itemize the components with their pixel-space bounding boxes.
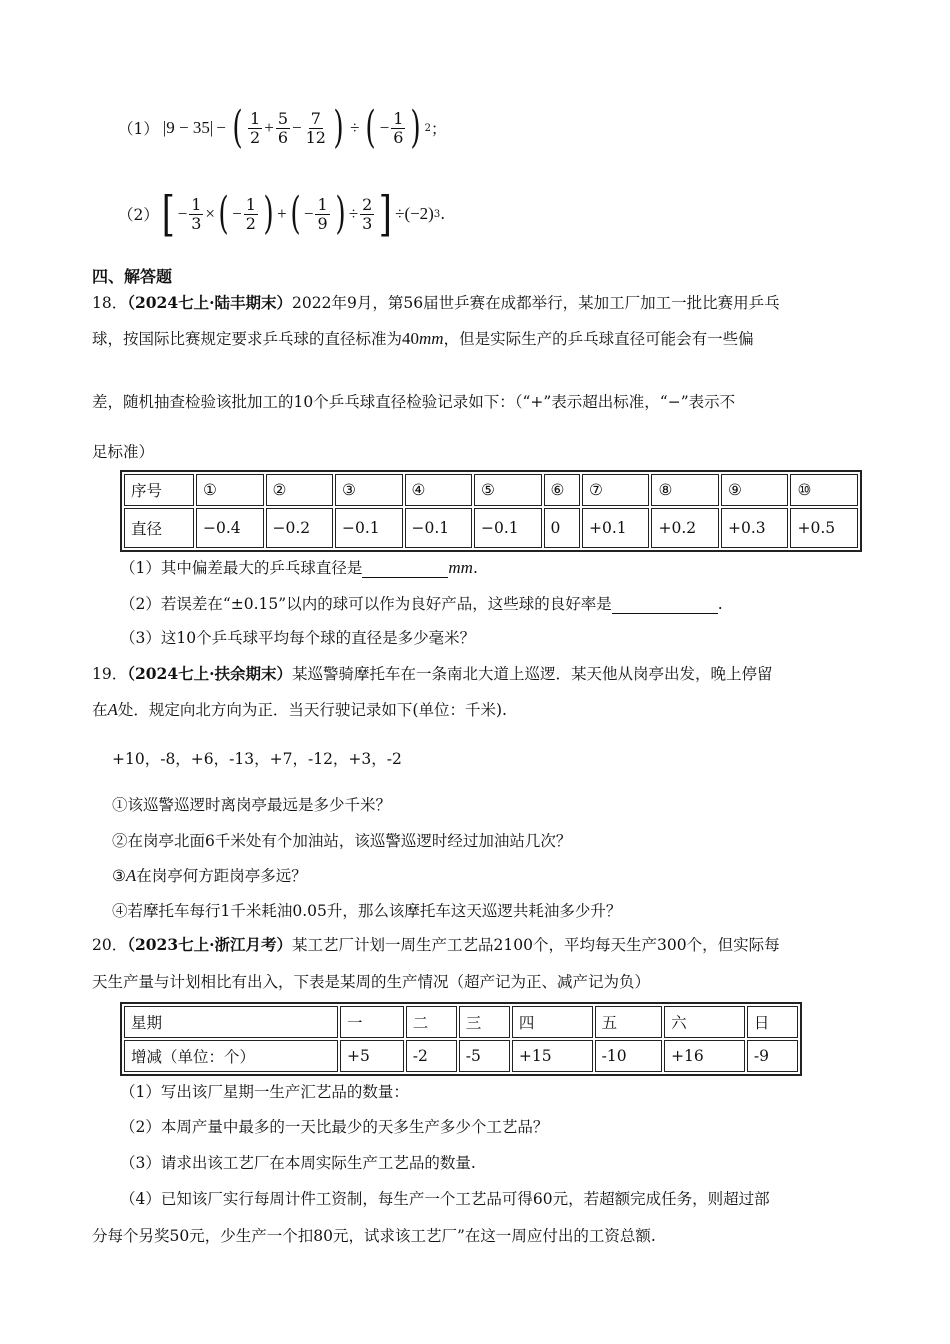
table-header-cell: 二: [406, 1006, 457, 1038]
fraction: [315, 196, 329, 233]
sub-question-text: 在岗亭何方距岗亭多远？: [136, 867, 307, 885]
table-header-cell: 三: [459, 1006, 510, 1038]
question-text: 在: [92, 701, 108, 719]
q19-line1: [92, 662, 773, 684]
denominator: 3: [362, 213, 373, 233]
numerator: 1: [393, 108, 404, 128]
q19-records: +10，-8，+6，-13，+7，-12，+3，-2: [112, 750, 402, 768]
standard-value: 40: [402, 329, 420, 348]
right-paren: ): [263, 188, 274, 239]
sub-question-text: （1）其中偏差最大的乒乓球直径是: [120, 559, 363, 577]
answer-blank[interactable]: [362, 561, 448, 578]
point-a: A: [125, 866, 137, 885]
exponent: 3: [433, 208, 441, 220]
table-row: [124, 508, 858, 548]
semicolon: ；: [430, 120, 447, 138]
question-source: （2024七上·陆丰期末）: [127, 293, 293, 312]
table-header-cell: ③: [335, 474, 403, 506]
q18-line3: 差，随机抽查检验该批加工的10个乒乓球直径检验记录如下：（“+”表示超出标准，“−”表示不: [92, 393, 736, 411]
table-cell: +5: [340, 1040, 404, 1072]
right-bracket: ]: [379, 186, 393, 242]
table-cell: −0.2: [266, 508, 334, 548]
fraction: [276, 110, 290, 147]
question-source: （2023七上·浙江月考）: [127, 935, 293, 954]
q20-production-table: [120, 1002, 802, 1076]
table-cell: -10: [595, 1040, 662, 1072]
q20-line2: 天生产量与计划相比有出入，下表是某周的生产情况（超产记为正、减产记为负）: [92, 973, 651, 991]
table-cell: −0.1: [405, 508, 473, 548]
numerator: 1: [250, 108, 261, 128]
numerator: 1: [245, 194, 256, 214]
table-header-cell: 六: [664, 1006, 745, 1038]
table-cell: 直径: [124, 508, 194, 548]
minus-sign: −: [232, 204, 242, 223]
q20-line1: [92, 933, 780, 955]
minus-sign: −: [303, 204, 314, 223]
question-number: 19．: [92, 665, 128, 683]
section-title: 四、解答题: [92, 267, 173, 286]
q20-sub2: （2）本周产量中最多的一天比最少的天多生产多少个工艺品？: [120, 1118, 549, 1136]
denominator: 6: [393, 127, 404, 147]
unit: mm: [448, 558, 473, 577]
right-paren: ): [335, 188, 346, 239]
answer-blank[interactable]: [612, 597, 718, 614]
table-header-cell: ①: [196, 474, 264, 506]
numerator: 1: [191, 194, 202, 214]
q19-line2: [92, 698, 507, 720]
table-cell: +0.1: [582, 508, 650, 548]
table-header-cell: ⑦: [582, 474, 650, 506]
minus-sign: −: [292, 118, 302, 137]
question-text: 球，按国际比赛规定要求乒乓球的直径标准为: [92, 330, 403, 348]
sub-question-text: （2）若误差在“±0.15”以内的球可以作为良好产品，这些球的良好率是: [120, 595, 612, 613]
table-header-cell: 星期: [124, 1006, 338, 1038]
left-paren: (: [290, 188, 301, 239]
table-row: [124, 1006, 798, 1038]
table-header-cell: ⑩: [790, 474, 858, 506]
table-cell: +16: [664, 1040, 745, 1072]
fraction: [189, 196, 203, 233]
q20-sub4-line2: 分每个另奖50元，少生产一个扣80元，试求该工艺厂”在这一周应付出的工资总额.: [92, 1227, 656, 1245]
table-header-cell: 日: [747, 1006, 798, 1038]
divide-sign: ÷: [395, 204, 405, 223]
period: .: [472, 559, 478, 577]
table-cell: +15: [512, 1040, 593, 1072]
q19-sub3: [112, 864, 307, 886]
point-a: A: [107, 700, 118, 719]
denominator: 3: [191, 213, 202, 233]
table-cell: -5: [459, 1040, 510, 1072]
table-header-cell: ⑨: [721, 474, 789, 506]
question-text: ，但是实际生产的乒乓球直径可能会有一些偏: [443, 330, 754, 348]
left-paren: (: [232, 102, 243, 153]
left-bracket: [: [161, 186, 175, 242]
numerator: 7: [310, 108, 321, 128]
fraction: [391, 110, 405, 147]
problem-2: [118, 186, 445, 242]
q20-sub3: （3）请求出该工艺厂在本周实际生产工艺品的数量.: [120, 1154, 476, 1172]
table-cell: −0.1: [474, 508, 542, 548]
plus-sign: +: [277, 204, 287, 223]
period: .: [440, 205, 446, 223]
right-paren: ): [333, 102, 344, 153]
problem-1-label: （1）: [118, 120, 159, 138]
table-row: [124, 474, 858, 506]
denominator: 12: [305, 127, 326, 147]
q18-diameter-table: [120, 470, 862, 552]
table-row: [124, 1040, 798, 1072]
minus-sign: −: [216, 118, 226, 137]
fraction: [244, 196, 258, 233]
table-cell: +0.3: [721, 508, 789, 548]
table-header-cell: ⑧: [651, 474, 719, 506]
table-cell: 0: [544, 508, 580, 548]
question-text: 某巡警骑摩托车在一条南北大道上巡逻．某天他从岗亭出发，晚上停留: [292, 665, 773, 683]
problem-1: [118, 102, 447, 154]
table-cell: -9: [747, 1040, 798, 1072]
q18-sub3: （3）这10个乒乓球平均每个球的直径是多少毫米？: [120, 629, 476, 647]
fraction: [248, 110, 262, 147]
denominator: 2: [250, 127, 261, 147]
period: .: [717, 595, 723, 613]
table-cell: -2: [406, 1040, 457, 1072]
q18-line2: [92, 327, 754, 349]
question-number: 18．: [92, 294, 128, 312]
q18-line1: [92, 291, 780, 313]
denominator: 9: [317, 213, 328, 233]
table-cell: −0.4: [196, 508, 264, 548]
power-base: (−2): [404, 204, 434, 223]
exponent: 2: [424, 122, 431, 134]
table-cell: 增减（单位：个）: [124, 1040, 338, 1072]
table-header-cell: 一: [340, 1006, 404, 1038]
q19-sub4: ④若摩托车每行1千米耗油0.05升，那么该摩托车这天巡逻共耗油多少升？: [112, 902, 622, 920]
question-text: 处．规定向北方向为正．当天行驶记录如下(单位：千米).: [117, 701, 507, 719]
question-source: （2024七上·扶余期末）: [127, 664, 293, 683]
left-paren: (: [365, 102, 377, 153]
numerator: 5: [277, 108, 289, 128]
divide-sign: ÷: [348, 204, 359, 223]
q18-sub2: [120, 592, 723, 614]
q19-sub2: ②在岗亭北面6千米处有个加油站，该巡警巡逻时经过加油站几次？: [112, 832, 572, 850]
table-header-cell: ②: [266, 474, 334, 506]
numerator: 1: [317, 194, 328, 214]
denominator: 6: [277, 127, 289, 147]
table-header-cell: ④: [405, 474, 473, 506]
denominator: 2: [245, 213, 256, 233]
table-cell: −0.1: [335, 508, 403, 548]
q20-sub4-line1: （4）已知该厂实行每周计件工资制，每生产一个工艺品可得60元，若超额完成任务，则超过部: [120, 1190, 770, 1208]
table-header-cell: 五: [595, 1006, 662, 1038]
question-text: 某工艺厂计划一周生产工艺品2100个，平均每天生产300个，但实际每: [292, 936, 780, 954]
plus-sign: +: [264, 118, 274, 137]
numerator: 2: [362, 194, 373, 214]
question-text: 2022年9月，第56届世乒赛在成都举行，某加工厂加工一批比赛用乒乓: [292, 294, 780, 312]
sub-question-text: ③: [112, 867, 126, 885]
fraction: [304, 110, 328, 147]
minus-sign: −: [177, 204, 188, 223]
q18-sub1: [120, 556, 478, 578]
times-sign: ×: [205, 204, 215, 223]
question-number: 20．: [92, 936, 128, 954]
right-paren: ): [410, 102, 422, 153]
q19-sub1: ①该巡警巡逻时离岗亭最远是多少千米？: [112, 796, 392, 814]
minus-sign: −: [379, 118, 390, 137]
table-header-cell: ⑤: [474, 474, 542, 506]
fraction: [360, 196, 374, 233]
abs-value-expr: |9 − 35|: [162, 118, 214, 137]
left-paren: (: [218, 188, 229, 239]
table-header-cell: 四: [512, 1006, 593, 1038]
table-cell: +0.2: [651, 508, 719, 548]
table-header-cell: 序号: [124, 474, 194, 506]
q18-line4: 足标准）: [92, 443, 155, 461]
table-cell: +0.5: [790, 508, 858, 548]
problem-2-label: （2）: [118, 206, 159, 224]
table-header-cell: ⑥: [544, 474, 580, 506]
divide-sign: ÷: [350, 118, 360, 137]
q20-sub1: （1）写出该厂星期一生产汇艺品的数量：: [120, 1083, 409, 1101]
unit: mm: [419, 329, 444, 348]
